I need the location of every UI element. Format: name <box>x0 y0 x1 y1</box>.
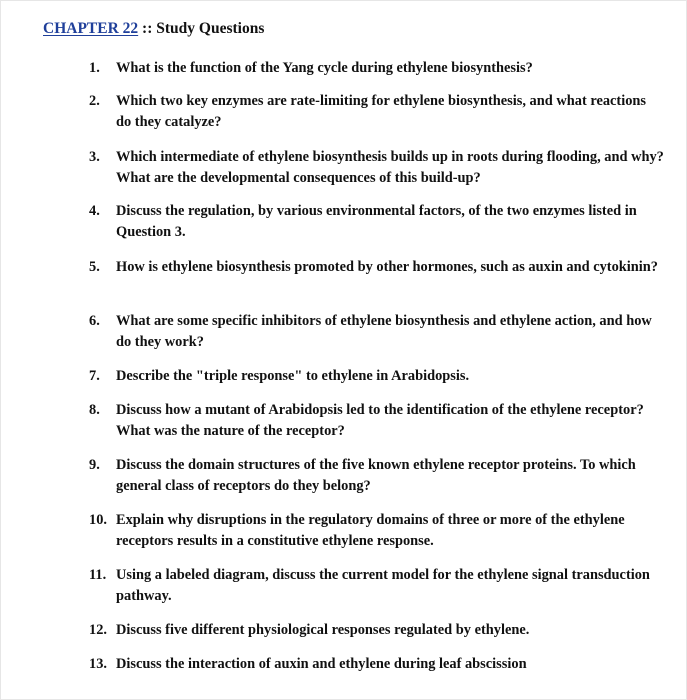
question-text: Discuss the domain structures of the five known ethylene receptor proteins. To which general class of receptors do they belong? <box>116 457 636 494</box>
question-text: What are some specific inhibitors of ethylene biosynthesis and ethylene action, and how do they work? <box>116 313 652 350</box>
question-text: Which intermediate of ethylene biosynthesis builds up in roots during flooding, and why? What are the developmental consequences of this build-up? <box>116 149 664 186</box>
page-header <box>43 18 264 40</box>
question-number: 10. <box>89 512 107 528</box>
question-text: Discuss the regulation, by various environmental factors, of the two enzymes listed in Question 3. <box>116 203 637 240</box>
question-item-5 <box>89 257 664 278</box>
question-number: 5. <box>89 259 100 275</box>
question-number: 7. <box>89 368 100 384</box>
question-item-4 <box>89 201 664 242</box>
question-number: 12. <box>89 622 107 638</box>
question-text: How is ethylene biosynthesis promoted by other hormones, such as auxin and cytokinin? <box>116 259 658 275</box>
question-item-11 <box>89 565 664 606</box>
question-text: Discuss the interaction of auxin and ethylene during leaf abscission <box>116 656 527 672</box>
chapter-label: CHAPTER 22 <box>43 20 139 37</box>
page-title: Study Questions <box>156 20 265 37</box>
question-number: 8. <box>89 402 100 418</box>
question-number: 6. <box>89 313 100 329</box>
question-text: Explain why disruptions in the regulatory domains of three or more of the ethylene receptors results in a constitutive ethylene response. <box>116 512 625 549</box>
question-item-1 <box>89 58 664 79</box>
question-text: Using a labeled diagram, discuss the current model for the ethylene signal transduction pathway. <box>116 567 650 604</box>
question-item-12 <box>89 620 664 641</box>
question-text: What is the function of the Yang cycle during ethylene biosynthesis? <box>116 60 533 76</box>
question-item-3 <box>89 147 664 188</box>
question-number: 13. <box>89 656 107 672</box>
question-text: Discuss how a mutant of Arabidopsis led to the identification of the ethylene receptor? What was the nature of the receptor? <box>116 402 644 439</box>
question-text: Describe the "triple response" to ethylene in Arabidopsis. <box>116 368 470 384</box>
question-number: 3. <box>89 149 100 165</box>
question-item-8 <box>89 400 664 441</box>
question-number: 2. <box>89 93 100 109</box>
question-number: 1. <box>89 60 100 76</box>
question-text: Discuss five different physiological responses regulated by ethylene. <box>116 622 530 638</box>
question-number: 11. <box>89 567 107 583</box>
question-item-9 <box>89 455 664 496</box>
question-number: 4. <box>89 203 100 219</box>
question-item-2 <box>89 91 664 132</box>
header-separator: :: <box>138 20 157 37</box>
question-item-6 <box>89 311 664 352</box>
question-item-10 <box>89 510 664 551</box>
question-number: 9. <box>89 457 100 473</box>
question-item-7 <box>89 366 664 387</box>
question-item-13 <box>89 654 664 675</box>
question-text: Which two key enzymes are rate-limiting for ethylene biosynthesis, and what reactions do they catalyze? <box>116 93 647 130</box>
